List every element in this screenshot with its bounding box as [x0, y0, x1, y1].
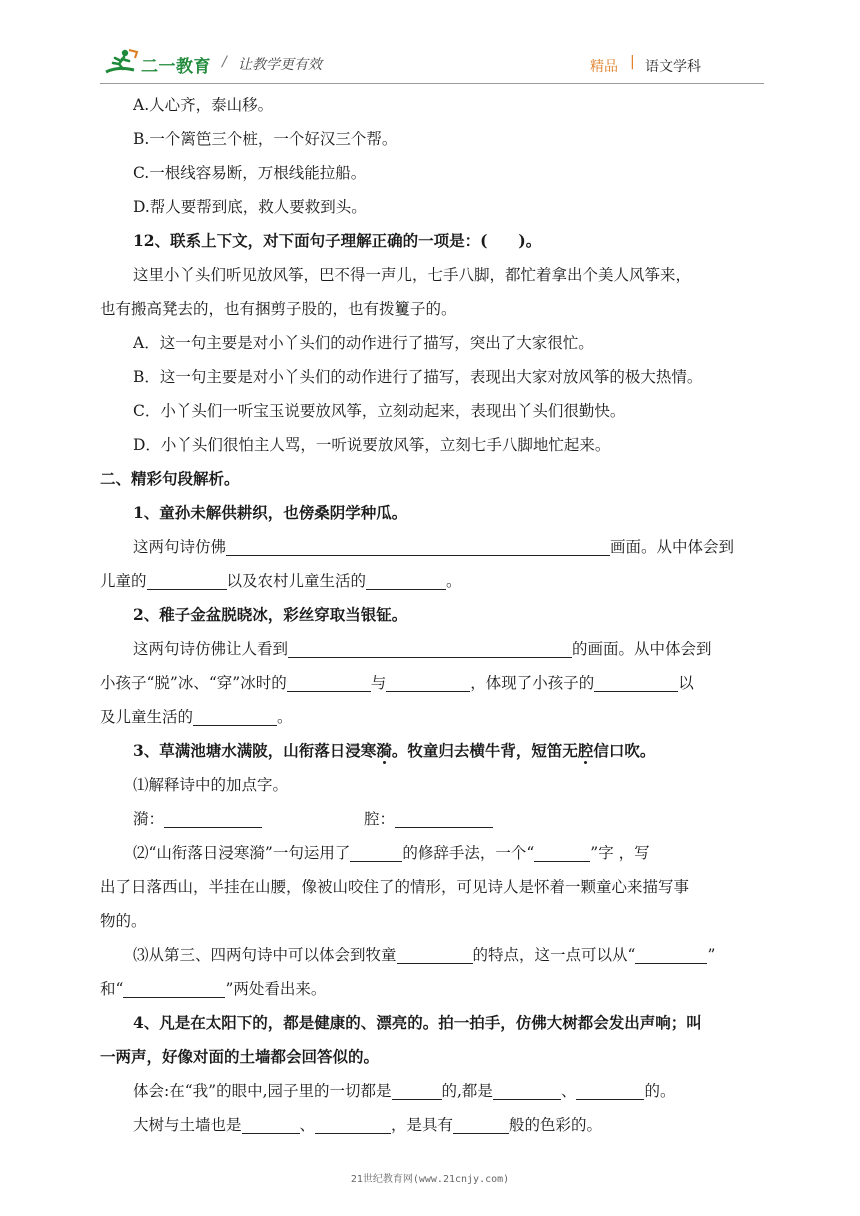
text: 大树与土墙也是 — [133, 1116, 242, 1134]
brand-name: 二一教育 — [141, 57, 211, 77]
text: 这两句诗仿佛让人看到 — [133, 640, 289, 658]
text: ⑵“山衔落日浸寒漪”一句运用了 — [133, 844, 351, 862]
tagline: 让教学更有效 — [238, 57, 322, 73]
s1-line-2 — [100, 564, 764, 598]
text: 与 — [370, 674, 387, 692]
answer-blank[interactable] — [147, 569, 227, 590]
text: 和“ — [100, 980, 124, 998]
section-2-title: 二、精彩句段解析。 — [100, 469, 240, 488]
text: 。 — [277, 708, 293, 726]
answer-blank[interactable] — [242, 1113, 300, 1134]
text: ，是具有 — [391, 1116, 454, 1134]
dotted-char: 腔 — [577, 741, 594, 760]
answer-blank[interactable] — [123, 977, 225, 998]
s3-q2-line-1 — [100, 836, 764, 870]
text: 腔： — [364, 810, 396, 828]
page-header — [0, 0, 860, 90]
worksheet-body — [100, 88, 764, 1142]
q12-option-d: D．小丫头们很怕主人骂，一听说要放风筝，立刻七手八脚地忙起来。 — [133, 436, 611, 454]
text: 、 — [299, 1116, 316, 1134]
text: 的特点，这一点可以从“ — [472, 946, 636, 964]
header-slash: / — [222, 54, 227, 70]
text: 的修辞手法，一个“ — [402, 844, 535, 862]
option-c: C.一根线容易断，万根线能拉船。 — [133, 164, 367, 182]
answer-blank[interactable] — [397, 943, 473, 964]
s4-title-line-2: 一两声，好像对面的土墙都会回答似的。 — [100, 1047, 380, 1066]
s4-line-2 — [100, 1108, 764, 1142]
s3-q1-answers — [100, 802, 764, 836]
text: 信口吹。 — [593, 741, 656, 760]
s1-title: 1、童孙未解供耕织，也傍桑阴学种瓜。 — [133, 503, 408, 522]
text: 。牧童归去横牛背，短笛无 — [391, 741, 578, 760]
option-d: D.帮人要帮到底，救人要救到头。 — [133, 198, 367, 216]
answer-blank[interactable] — [366, 569, 446, 590]
text: 的,都是 — [441, 1082, 493, 1100]
text: 以 — [678, 674, 694, 692]
page-footer: 21世纪教育网(www.21cnjy.com) — [350, 1174, 510, 1185]
question-12-stem: 12、联系上下文，对下面句子理解正确的一项是：( )。 — [133, 231, 542, 250]
dotted-char: 漪 — [376, 741, 392, 760]
q12-option-b: B．这一句主要是对小丫头们的动作进行了描写，表现出大家对放风筝的极大热情。 — [133, 368, 703, 386]
runner-logo-icon — [104, 48, 140, 78]
text: 3、草满池塘水满陂，山衔落日浸寒 — [133, 741, 377, 760]
answer-blank[interactable] — [395, 807, 493, 828]
s3-q3-line-1 — [100, 938, 764, 972]
subject-label: 语文学科 — [645, 59, 701, 75]
answer-blank[interactable] — [493, 1079, 561, 1100]
text: 、 — [560, 1082, 577, 1100]
text: ，体现了小孩子的 — [470, 674, 595, 692]
q12-passage-line-2: 也有搬高凳去的，也有捆剪子股的，也有拨籰子的。 — [100, 300, 457, 318]
s3-q2-line-2: 出了日落西山，半挂在山腰，像被山咬住了的情形，可见诗人是怀着一颗童心来描写事 — [100, 878, 690, 896]
text: 儿童的 — [100, 572, 147, 590]
s2-title: 2、稚子金盆脱晓冰，彩丝穿取当银钲。 — [133, 605, 408, 624]
text: 画面。从中体会到 — [610, 538, 735, 556]
answer-blank[interactable] — [193, 705, 277, 726]
answer-blank[interactable] — [287, 671, 371, 692]
text: ⑶从第三、四两句诗中可以体会到牧童 — [133, 946, 397, 964]
answer-blank[interactable] — [453, 1113, 509, 1134]
s4-line-1 — [100, 1074, 764, 1108]
answer-blank[interactable] — [315, 1113, 391, 1134]
q12-option-c: C．小丫头们一听宝玉说要放风筝，立刻动起来，表现出丫头们很勤快。 — [133, 402, 626, 420]
answer-blank[interactable] — [164, 807, 262, 828]
text: 。 — [446, 572, 462, 590]
s2-line-2 — [100, 666, 764, 700]
text: 的画面。从中体会到 — [572, 640, 712, 658]
text: 般的色彩的。 — [509, 1116, 603, 1134]
answer-blank[interactable] — [576, 1079, 644, 1100]
s4-title-line-1: 4、凡是在太阳下的，都是健康的、漂亮的。拍一拍手，仿佛大树都会发出声响；叫 — [133, 1013, 702, 1032]
text: 这两句诗仿佛 — [133, 538, 227, 556]
answer-blank[interactable] — [350, 841, 402, 862]
s2-line-3 — [100, 700, 764, 734]
answer-blank[interactable] — [288, 637, 572, 658]
q12-passage-line-1: 这里小丫头们听见放风筝，巴不得一声儿，七手八脚，都忙着拿出个美人风筝来， — [133, 266, 692, 284]
text: 小孩子“脱”冰、“穿”冰时的 — [100, 674, 287, 692]
s3-q3-line-2 — [100, 972, 764, 1006]
answer-blank[interactable] — [386, 671, 470, 692]
premium-label: 精品 — [590, 59, 618, 75]
text: ”字 ，写 — [590, 844, 650, 862]
text: 以及农村儿童生活的 — [226, 572, 367, 590]
text: ”两处看出来。 — [225, 980, 327, 998]
answer-blank[interactable] — [594, 671, 678, 692]
header-divider — [100, 83, 764, 84]
text: 漪： — [133, 810, 165, 828]
answer-blank[interactable] — [635, 943, 707, 964]
s2-line-1 — [100, 632, 764, 666]
s3-q1: ⑴解释诗中的加点字。 — [133, 776, 289, 794]
text: 及儿童生活的 — [100, 708, 194, 726]
header-separator: | — [630, 54, 635, 70]
option-a: A.人心齐，泰山移。 — [133, 96, 274, 114]
s3-q2-line-3: 物的。 — [100, 912, 147, 930]
option-b: B.一个篱笆三个桩，一个好汉三个帮。 — [133, 130, 398, 148]
s3-title — [100, 734, 764, 768]
answer-blank[interactable] — [392, 1079, 442, 1100]
answer-blank[interactable] — [226, 535, 610, 556]
text: ” — [707, 946, 716, 964]
answer-blank[interactable] — [534, 841, 590, 862]
q12-option-a: A．这一句主要是对小丫头们的动作进行了描写，突出了大家很忙。 — [133, 334, 594, 352]
s1-line-1 — [100, 530, 764, 564]
text: 的。 — [644, 1082, 676, 1100]
text: 体会:在“我”的眼中,园子里的一切都是 — [133, 1082, 392, 1100]
